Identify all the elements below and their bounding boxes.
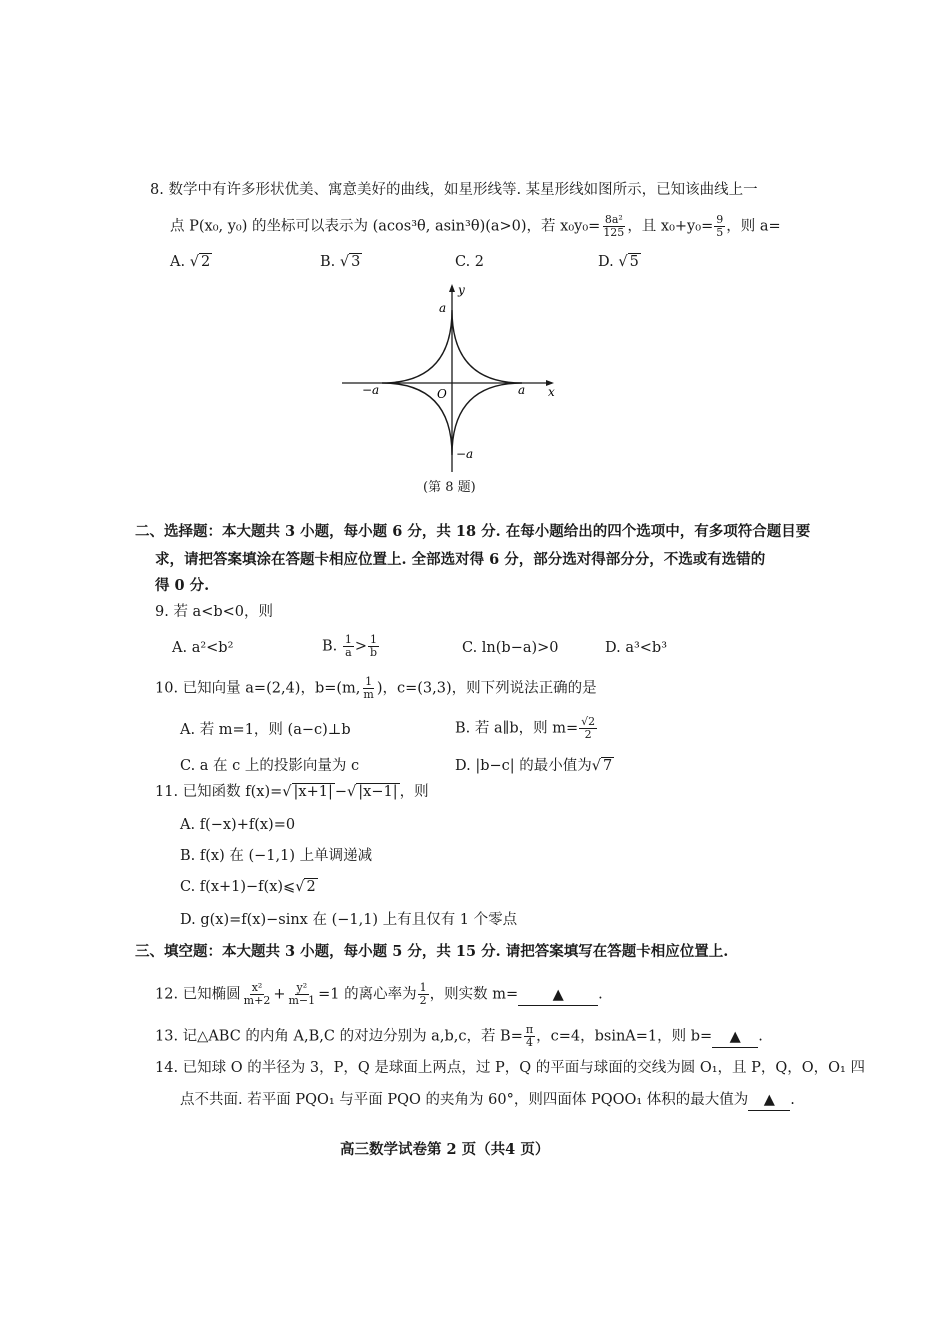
q8-option-d-label: D. <box>598 254 614 270</box>
q8-frac2-num: 9 <box>716 213 724 226</box>
q8-option-d-root: 5 <box>629 254 639 270</box>
page-footer: 高三数学试卷第 2 页（共4 页） <box>340 1141 550 1158</box>
q10-frac-den: m <box>363 688 374 701</box>
label-x: x <box>548 385 555 399</box>
q10-option-b-frac <box>579 716 597 741</box>
q8-option-b-label: B. <box>320 254 336 270</box>
q11-stem-text-b: ，则 <box>399 784 429 800</box>
q10-stem-text-a: 10. 已知向量 a=(2,4)，b=(m, <box>155 680 361 697</box>
q11-root2: |x−1| <box>358 784 398 800</box>
q10-option-b <box>455 716 598 741</box>
q10-frac-num: 1 <box>365 675 373 688</box>
q10-option-b-frac-den: 2 <box>584 728 592 741</box>
q11-option-a: A. f(−x)+f(x)=0 <box>180 817 296 833</box>
q9-stem: 9. 若 a<b<0，则 <box>155 604 274 620</box>
q10-stem <box>155 676 597 701</box>
q9-option-b <box>322 634 380 659</box>
astroid-svg <box>340 280 570 500</box>
figure-caption: (第 8 题) <box>423 480 476 495</box>
q9-option-b-label: B. <box>322 638 338 655</box>
astroid-figure <box>340 280 570 504</box>
q11-option-b: B. f(x) 在 (−1,1) 上单调递减 <box>180 848 373 864</box>
q12-plus: + <box>273 986 286 1003</box>
q14-end: . <box>790 1092 795 1108</box>
q8-frac1 <box>601 214 626 239</box>
q12-answer-blank[interactable]: ▲ <box>518 985 598 1006</box>
q12-stem <box>155 982 603 1007</box>
q8-option-b-root: 3 <box>351 254 361 270</box>
q8-option-a: A. √ 2 <box>170 254 211 270</box>
q8-line2-text-b: ，且 x₀+y₀= <box>627 218 714 235</box>
section3-line1: 三、填空题：本大题共 3 小题，每小题 5 分，共 15 分. 请把答案填写在答题卡相应位置上. <box>135 943 729 960</box>
section2-line3: 得 0 分. <box>155 577 210 594</box>
q10-option-a: A. 若 m=1，则 (a−c)⊥b <box>180 722 351 738</box>
q8-line2 <box>170 214 781 239</box>
q11-option-d: D. g(x)=f(x)−sinx 在 (−1,1) 上有且仅有 1 个零点 <box>180 912 518 928</box>
q11-minus: − <box>334 784 348 800</box>
q11-option-c-root: 2 <box>306 879 316 895</box>
q8-option-b: B. √ 3 <box>320 254 361 270</box>
label-neg-a-bottom: −a <box>456 447 474 461</box>
q8-option-c: C. 2 <box>455 254 485 270</box>
q9-option-b-frac2 <box>368 634 379 659</box>
q12-frac-e-num: 1 <box>419 981 427 994</box>
label-origin: O <box>437 387 447 401</box>
label-y: y <box>458 283 465 297</box>
q8-frac2 <box>714 214 725 239</box>
q10-option-c: C. a 在 c 上的投影向量为 c <box>180 758 360 774</box>
q9-option-b-gt: > <box>354 638 368 655</box>
q12-stem-text-b: =1 的离心率为 <box>318 986 417 1003</box>
q9-option-b-frac1 <box>343 634 354 659</box>
q8-frac2-den: 5 <box>716 226 724 239</box>
q12-stem-text-a: 12. 已知椭圆 <box>155 986 241 1003</box>
q9-option-b-frac1-num: 1 <box>344 633 352 646</box>
q9-option-d: D. a³<b³ <box>605 640 668 656</box>
q9-option-b-frac2-den: b <box>370 646 378 659</box>
q13-answer-blank[interactable]: ▲ <box>712 1027 758 1048</box>
q8-option-a-root: 2 <box>200 254 211 270</box>
q12-frac-x <box>242 982 273 1007</box>
q10-option-b-frac-num: √2 <box>581 715 596 728</box>
q10-option-d: D. |b−c| 的最小值为√ 7 <box>455 758 613 774</box>
q12-frac-e <box>418 982 429 1007</box>
y-axis-arrow <box>449 284 455 292</box>
q12-end: . <box>598 986 603 1003</box>
q11-stem: 11. 已知函数 f(x)=√ |x+1| −√ |x−1| ，则 <box>155 784 429 800</box>
q10-option-d-root: 7 <box>603 758 613 774</box>
q12-frac-x-num: x² <box>251 981 263 994</box>
section2-line2: 求，请把答案填涂在答题卡相应位置上. 全部选对得 6 分，部分选对得部分分，不选或有选错的 <box>155 551 766 568</box>
q10-option-d-text: D. |b−c| 的最小值为 <box>455 758 592 774</box>
q12-frac-y <box>286 982 317 1007</box>
q12-frac-y-den: m−1 <box>288 994 316 1007</box>
q8-frac1-num: 8a² <box>604 213 623 226</box>
q12-frac-x-den: m+2 <box>243 994 271 1007</box>
q8-line2-text-c: ，则 a= <box>726 218 781 235</box>
label-a-right: a <box>518 383 526 397</box>
q10-option-b-text: B. 若 a∥b，则 m= <box>455 720 579 737</box>
q9-option-a: A. a²<b² <box>172 640 234 656</box>
label-a-top: a <box>439 301 447 315</box>
q11-option-c-text: C. f(x+1)−f(x)⩽ <box>180 879 296 895</box>
q8-option-d: D. √ 5 <box>598 254 639 270</box>
q12-frac-e-den: 2 <box>419 994 427 1007</box>
section2-line1: 二、选择题：本大题共 3 小题，每小题 6 分，共 18 分. 在每小题给出的四个选项中，有多项符合题目要 <box>135 523 811 540</box>
q10-stem-text-b: )，c=(3,3)，则下列说法正确的是 <box>376 680 597 697</box>
q12-frac-y-num: y² <box>296 981 308 994</box>
q13-stem-text-a: 13. 记△ABC 的内角 A,B,C 的对边分别为 a,b,c，若 B= <box>155 1028 523 1045</box>
q11-stem-text-a: 11. 已知函数 f(x)= <box>155 784 283 800</box>
q14-answer-blank[interactable]: ▲ <box>748 1090 790 1111</box>
q12-stem-text-c: ，则实数 m= <box>429 986 519 1003</box>
q13-frac-den: 4 <box>525 1036 533 1049</box>
label-neg-a-left: −a <box>362 383 380 397</box>
q10-frac <box>361 676 375 701</box>
q13-stem-text-b: ，c=4，bsinA=1，则 b= <box>536 1028 713 1045</box>
q8-line1: 8. 数学中有许多形状优美、寓意美好的曲线，如星形线等. 某星形线如图所示，已知该曲线上一 <box>150 182 758 198</box>
q8-frac1-den: 125 <box>603 226 625 239</box>
q9-option-c: C. ln(b−a)>0 <box>462 640 559 656</box>
q9-option-b-frac2-num: 1 <box>370 633 378 646</box>
q11-root1: |x+1| <box>293 784 333 800</box>
q11-option-c: C. f(x+1)−f(x)⩽√ 2 <box>180 879 316 895</box>
q14-line2-text: 点不共面. 若平面 PQO₁ 与平面 PQO 的夹角为 60°，则四面体 PQOO₁ 体积的最大值为 <box>180 1092 749 1108</box>
q9-option-b-frac1-den: a <box>345 646 352 659</box>
q14-line1: 14. 已知球 O 的半径为 3，P，Q 是球面上两点，过 P，Q 的平面与球面的交线为圆 O₁，且 P，Q，O，O₁ 四 <box>155 1060 865 1076</box>
q13-frac <box>524 1024 535 1049</box>
q8-option-a-label: A. <box>170 254 186 270</box>
q13-end: . <box>758 1028 763 1045</box>
q13-frac-num: π <box>525 1023 534 1036</box>
q8-line2-text-a: 点 P(x₀, y₀) 的坐标可以表示为 (acos³θ, asin³θ)(a>0)，若 x₀y₀= <box>170 218 601 235</box>
q13-stem <box>155 1024 763 1049</box>
q14-line2 <box>180 1090 795 1111</box>
